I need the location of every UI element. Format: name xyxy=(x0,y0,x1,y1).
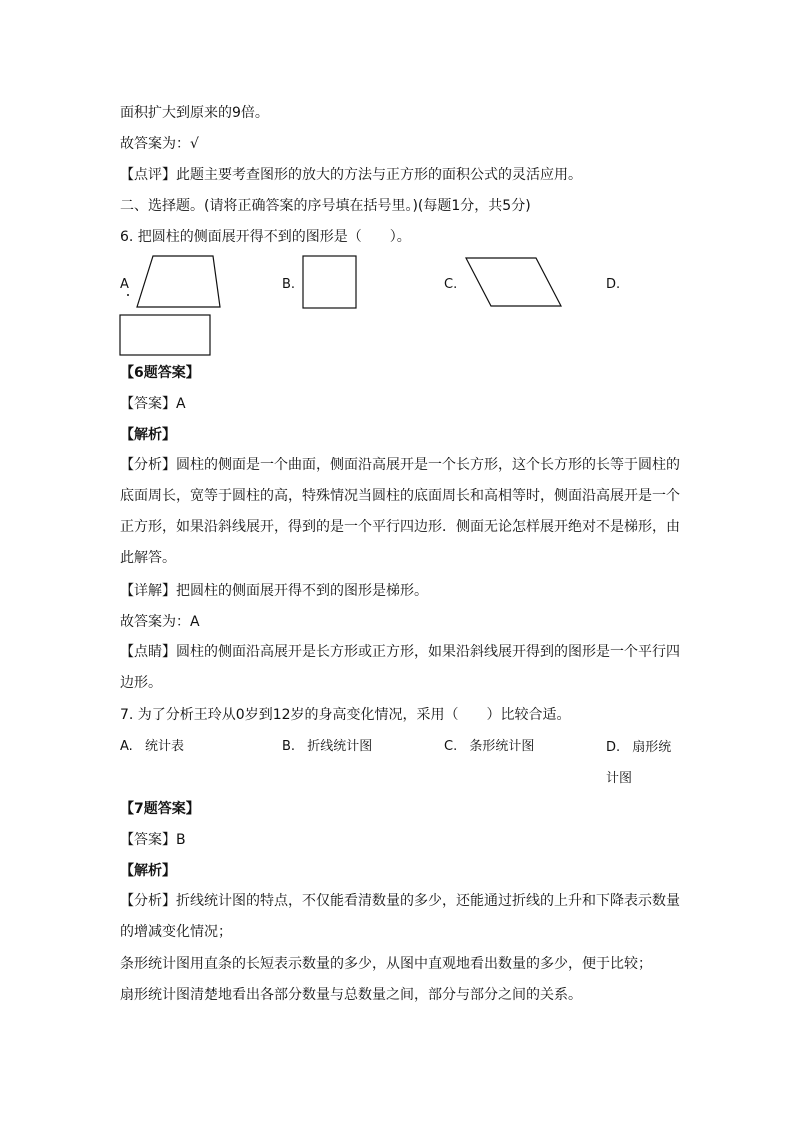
q7-option-a-label: A. xyxy=(120,739,133,754)
q6-option-b-label: B. xyxy=(282,277,296,292)
q7-option-a xyxy=(120,738,184,756)
q6-option-d-label: D. xyxy=(606,277,621,292)
q6-final-answer: 故答案为：A xyxy=(120,614,200,630)
q7-option-c-label: C. xyxy=(444,739,458,754)
q7-bar-note: 条形统计图用直条的长短表示数量的多少，从图中直观地看出数量的多少，便于比较； xyxy=(120,956,652,972)
q7-option-b xyxy=(282,738,372,756)
prev-comment: 【点评】此题主要考查图形的放大的方法与正方形的面积公式的灵活应用。 xyxy=(120,167,582,183)
q6-option-c-label: C. xyxy=(444,277,458,292)
q7-question: 7. 为了分析王玲从0岁到12岁的身高变化情况，采用（ ）比较合适。 xyxy=(120,707,571,723)
q6-question: 6. 把圆柱的侧面展开得不到的图形是（ ）。 xyxy=(120,229,411,245)
section-title: 二、选择题。(请将正确答案的序号填在括号里。)(每题1分，共5分) xyxy=(120,198,531,214)
q6-analysis: 【分析】圆柱的侧面是一个曲面，侧面沿高展开是一个长方形，这个长方形的长等于圆柱的底面周长，宽等于圆柱的高，特殊情况当圆柱的底面周长和高相等时，侧面沿高展开是一个正方形，如果沿斜线展开，得到的是一个平行四边形．侧面无论怎样展开绝对不是梯形，由此解答。 xyxy=(120,457,680,566)
prev-answer: 故答案为：√ xyxy=(120,136,199,152)
q6-option-a-dot xyxy=(126,293,130,297)
q6-answer-header: 【6题答案】 xyxy=(120,365,200,381)
q7-pie-note: 扇形统计图清楚地看出各部分数量与总数量之间，部分与部分之间的关系。 xyxy=(120,987,582,1003)
q6-answer: 【答案】A xyxy=(120,396,186,412)
q7-answer: 【答案】B xyxy=(120,832,186,848)
q6-option-a-label: A xyxy=(120,277,129,292)
q7-option-d-text: 扇形统计图 xyxy=(606,740,672,786)
q6-note: 【点睛】圆柱的侧面沿高展开是长方形或正方形，如果沿斜线展开得到的图形是一个平行四边形。 xyxy=(120,644,680,691)
q7-option-b-label: B. xyxy=(282,739,296,754)
q6-analysis-header: 【解析】 xyxy=(120,427,176,443)
q7-option-d-label: D. xyxy=(606,740,621,755)
q7-option-a-text: 统计表 xyxy=(144,739,184,754)
q6-detail: 【详解】把圆柱的侧面展开得不到的图形是梯形。 xyxy=(120,583,428,599)
q7-option-d xyxy=(606,732,680,794)
q7-option-c xyxy=(444,738,534,756)
q7-analysis-header: 【解析】 xyxy=(120,863,176,879)
q7-analysis: 【分析】折线统计图的特点，不仅能看清数量的多少，还能通过折线的上升和下降表示数量的增减变化情况； xyxy=(120,893,680,940)
q6-option-a-trapezoid-figure xyxy=(136,255,222,309)
q6-option-b-square-figure xyxy=(302,255,358,309)
q7-answer-header: 【7题答案】 xyxy=(120,801,200,817)
q6-option-d-rectangle-figure xyxy=(119,314,213,357)
q7-option-c-text: 条形统计图 xyxy=(469,739,535,754)
q7-option-b-text: 折线统计图 xyxy=(307,739,373,754)
prev-conclusion: 面积扩大到原来的9倍。 xyxy=(120,105,269,121)
q6-option-c-parallelogram-figure xyxy=(465,257,563,307)
